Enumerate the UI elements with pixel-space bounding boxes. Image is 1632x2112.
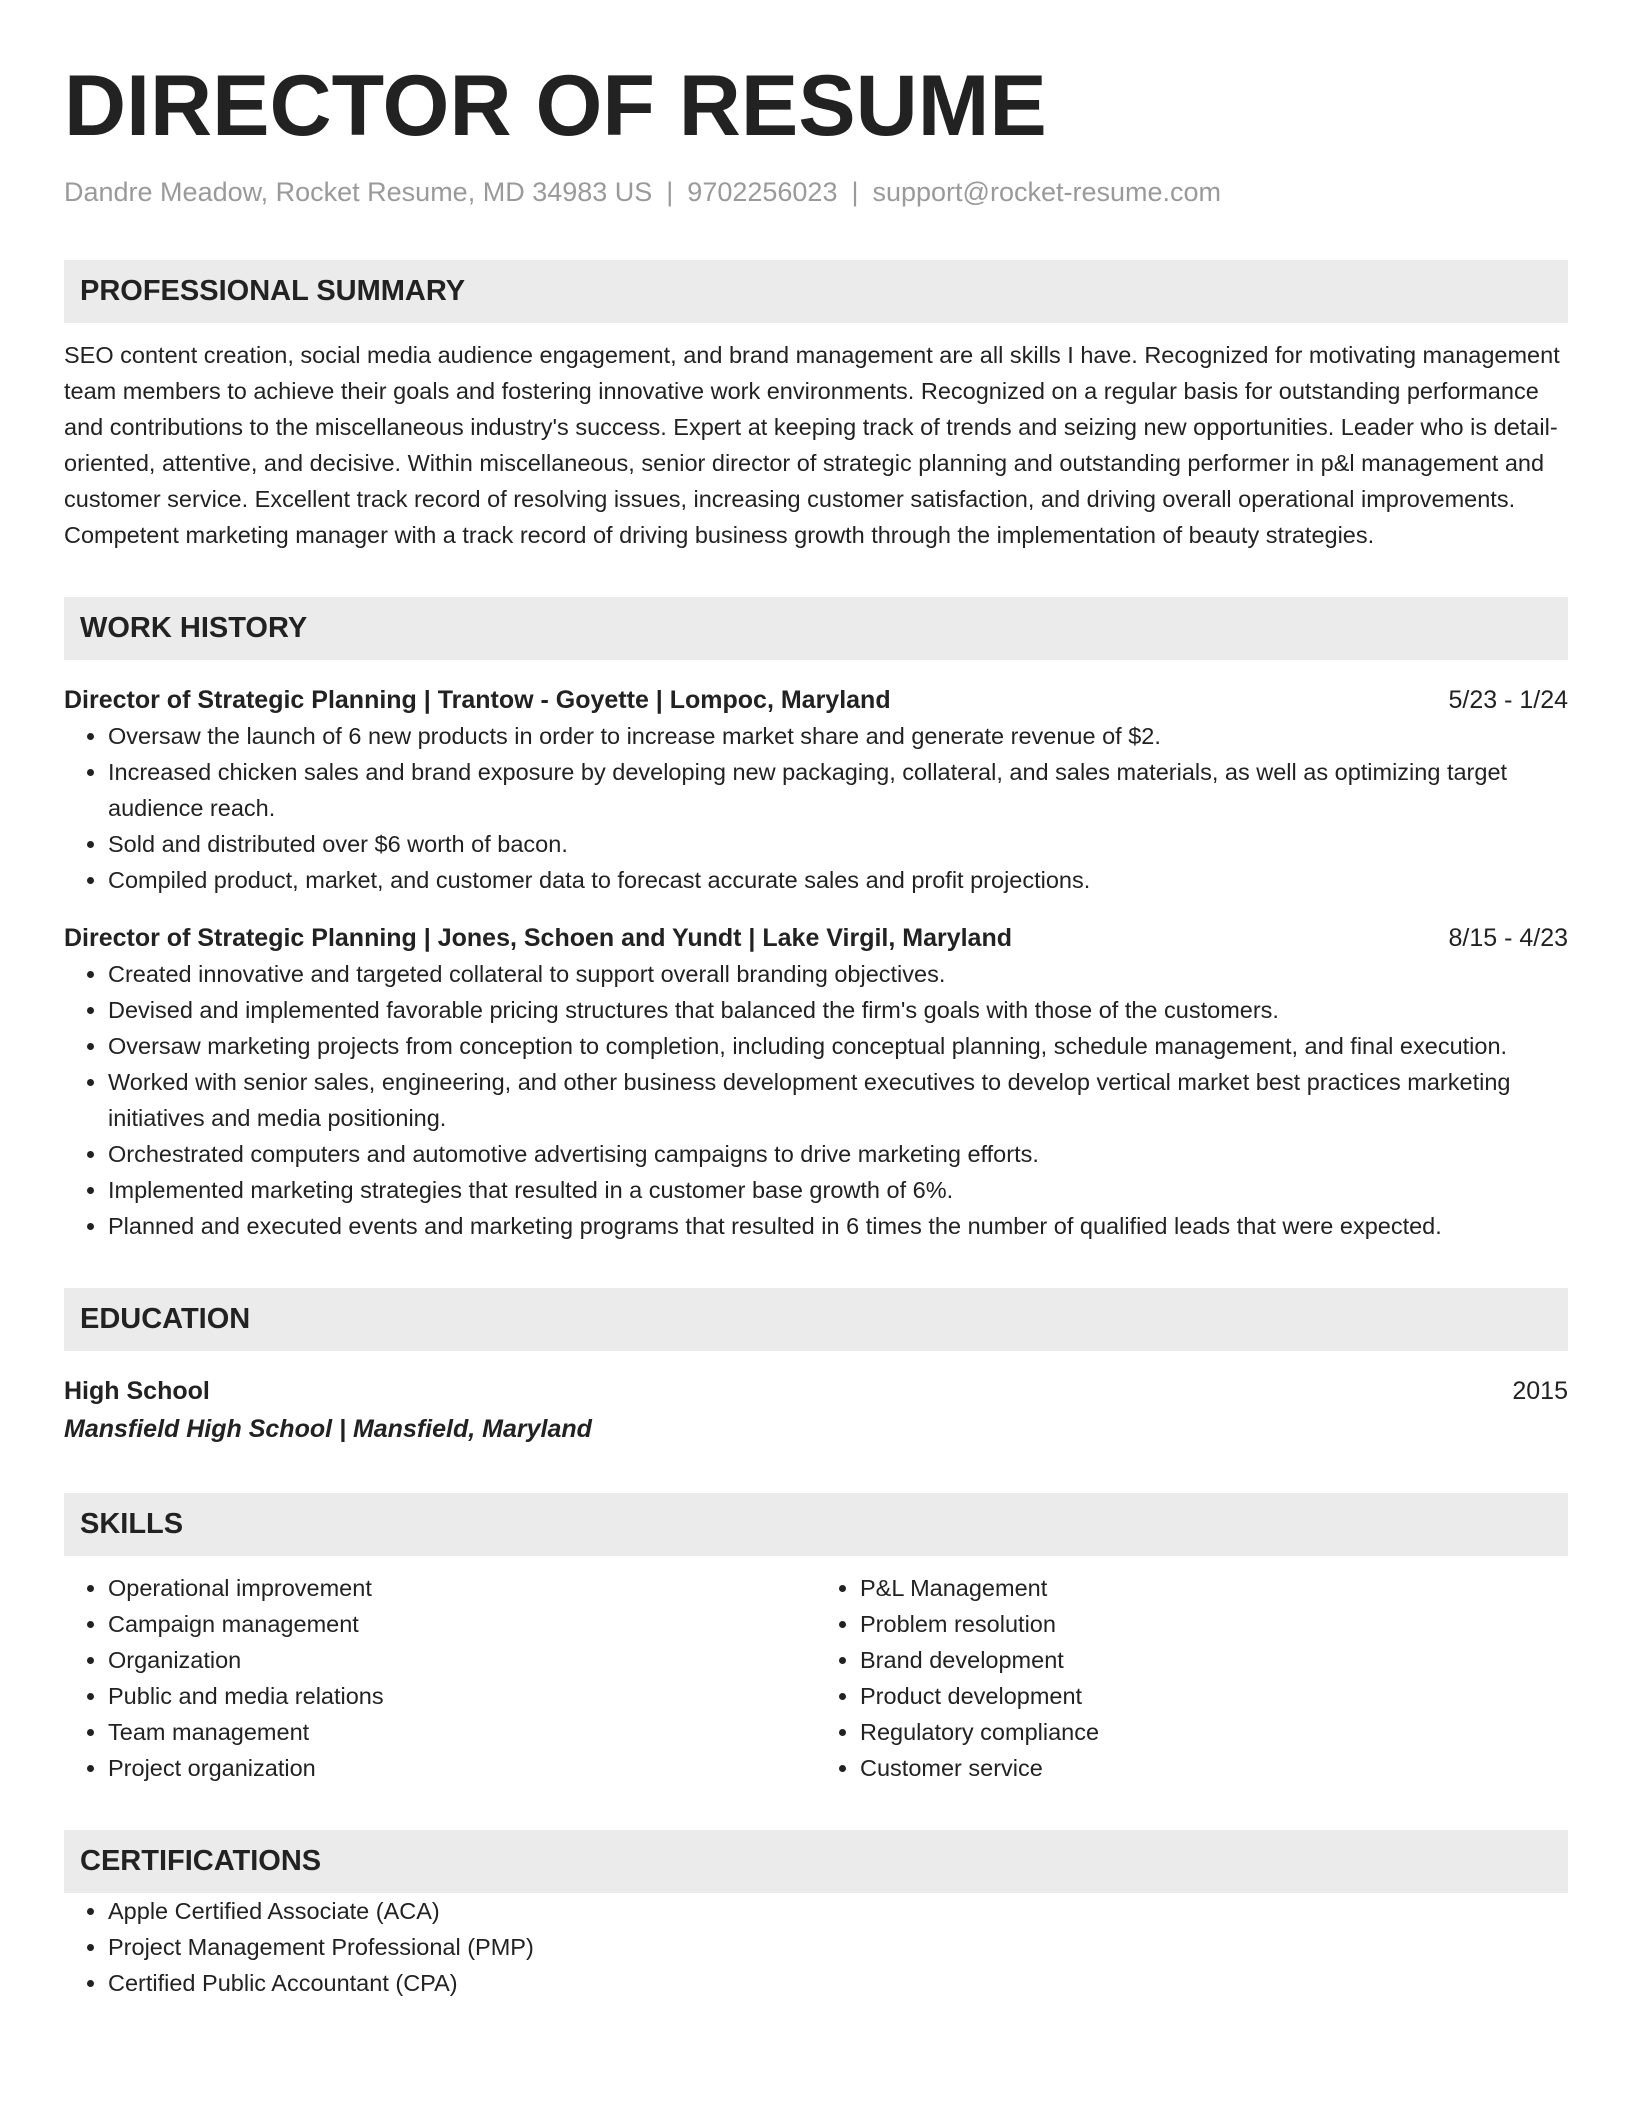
skill-item: • Customer service [860,1750,1568,1786]
job-bullet: • Devised and implemented favorable pricing structures that balanced the firm's goals with those of the customers. [108,992,1568,1028]
skill-item: • Organization [108,1642,816,1678]
skill-item: • Public and media relations [108,1678,816,1714]
skill-item: • Campaign management [108,1606,816,1642]
job-bullet: • Created innovative and targeted collateral to support overall branding objectives. [108,956,1568,992]
education-header [64,1373,1568,1409]
skill-item: • Team management [108,1714,816,1750]
job-dates: 5/23 - 1/24 [1448,686,1568,714]
contact-address: Dandre Meadow, Rocket Resume, MD 34983 US [64,177,653,207]
job-entry [64,920,1568,1244]
skills-grid [64,1570,1568,1786]
skill-item: • Project organization [108,1750,816,1786]
job-bullet: • Increased chicken sales and brand exposure by developing new packaging, collateral, and sales materials, as well as optimizing target audience reach. [108,754,1568,826]
job-bullet: • Worked with senior sales, engineering, and other business development executives to develop vertical market best practices marketing initiatives and media positioning. [108,1064,1568,1136]
education-school: Mansfield High School | Mansfield, Maryland [64,1415,592,1443]
certification-item: • Project Management Professional (PMP) [108,1929,1568,1965]
contact-separator: | [851,177,859,207]
contact-phone: 9702256023 [687,177,838,207]
certifications-heading: CERTIFICATIONS [64,1830,1568,1893]
job-header [64,920,1568,956]
education-heading: EDUCATION [64,1288,1568,1351]
job-header [64,682,1568,718]
contact-separator: | [666,177,674,207]
job-bullet: • Oversaw the launch of 6 new products in order to increase market share and generate revenue of $2. [108,718,1568,754]
resume-name: DIRECTOR OF RESUME [64,58,1047,154]
skill-item: • Operational improvement [108,1570,816,1606]
skills-column-left [64,1570,816,1786]
job-bullet: • Oversaw marketing projects from conception to completion, including conceptual planning, schedule management, and final execution. [108,1028,1568,1064]
contact-line [64,174,1568,210]
job-bullet: • Planned and executed events and marketing programs that resulted in 6 times the number of qualified leads that were expected. [108,1208,1568,1244]
skills-column-right [816,1570,1568,1786]
skill-item: • Product development [860,1678,1568,1714]
job-bullets [64,956,1568,1244]
job-bullet: • Orchestrated computers and automotive advertising campaigns to drive marketing efforts. [108,1136,1568,1172]
skill-item: • Problem resolution [860,1606,1568,1642]
education-degree: High School [64,1377,210,1405]
skill-item: • P&L Management [860,1570,1568,1606]
summary-heading: PROFESSIONAL SUMMARY [64,260,1568,323]
job-bullets [64,718,1568,898]
job-entry [64,682,1568,898]
skills-heading: SKILLS [64,1493,1568,1556]
job-title: Director of Strategic Planning | Trantow - Goyette | Lompoc, Maryland [64,686,891,714]
certification-item: • Certified Public Accountant (CPA) [108,1965,1568,2001]
skill-item: • Regulatory compliance [860,1714,1568,1750]
job-bullet: • Compiled product, market, and customer data to forecast accurate sales and profit projections. [108,862,1568,898]
job-title: Director of Strategic Planning | Jones, Schoen and Yundt | Lake Virgil, Maryland [64,924,1012,952]
skill-item: • Brand development [860,1642,1568,1678]
job-bullet: • Implemented marketing strategies that resulted in a customer base growth of 6%. [108,1172,1568,1208]
job-dates: 8/15 - 4/23 [1448,924,1568,952]
summary-text: SEO content creation, social media audience engagement, and brand management are all skills I have. Recognized for motivating management team members to achieve their goals and fostering innovative work environments. Recognized on a regular basis for outstanding performance and contributions to the miscellaneous industry's success. Expert at keeping track of trends and seizing new opportunities. Leader who is detail-oriented, attentive, and decisive. Within miscellaneous, senior director of strategic planning and outstanding performer in p&l management and customer service. Excellent track record of resolving issues, increasing customer satisfaction, and driving overall operational improvements. Competent marketing manager with a track record of driving business growth through the implementation of beauty strategies. [64,342,1560,548]
contact-email: support@rocket-resume.com [872,177,1222,207]
certifications-list [64,1893,1568,2001]
education-year: 2015 [1512,1377,1568,1405]
job-bullet: • Sold and distributed over $6 worth of bacon. [108,826,1568,862]
work-history-heading: WORK HISTORY [64,597,1568,660]
certification-item: • Apple Certified Associate (ACA) [108,1893,1568,1929]
